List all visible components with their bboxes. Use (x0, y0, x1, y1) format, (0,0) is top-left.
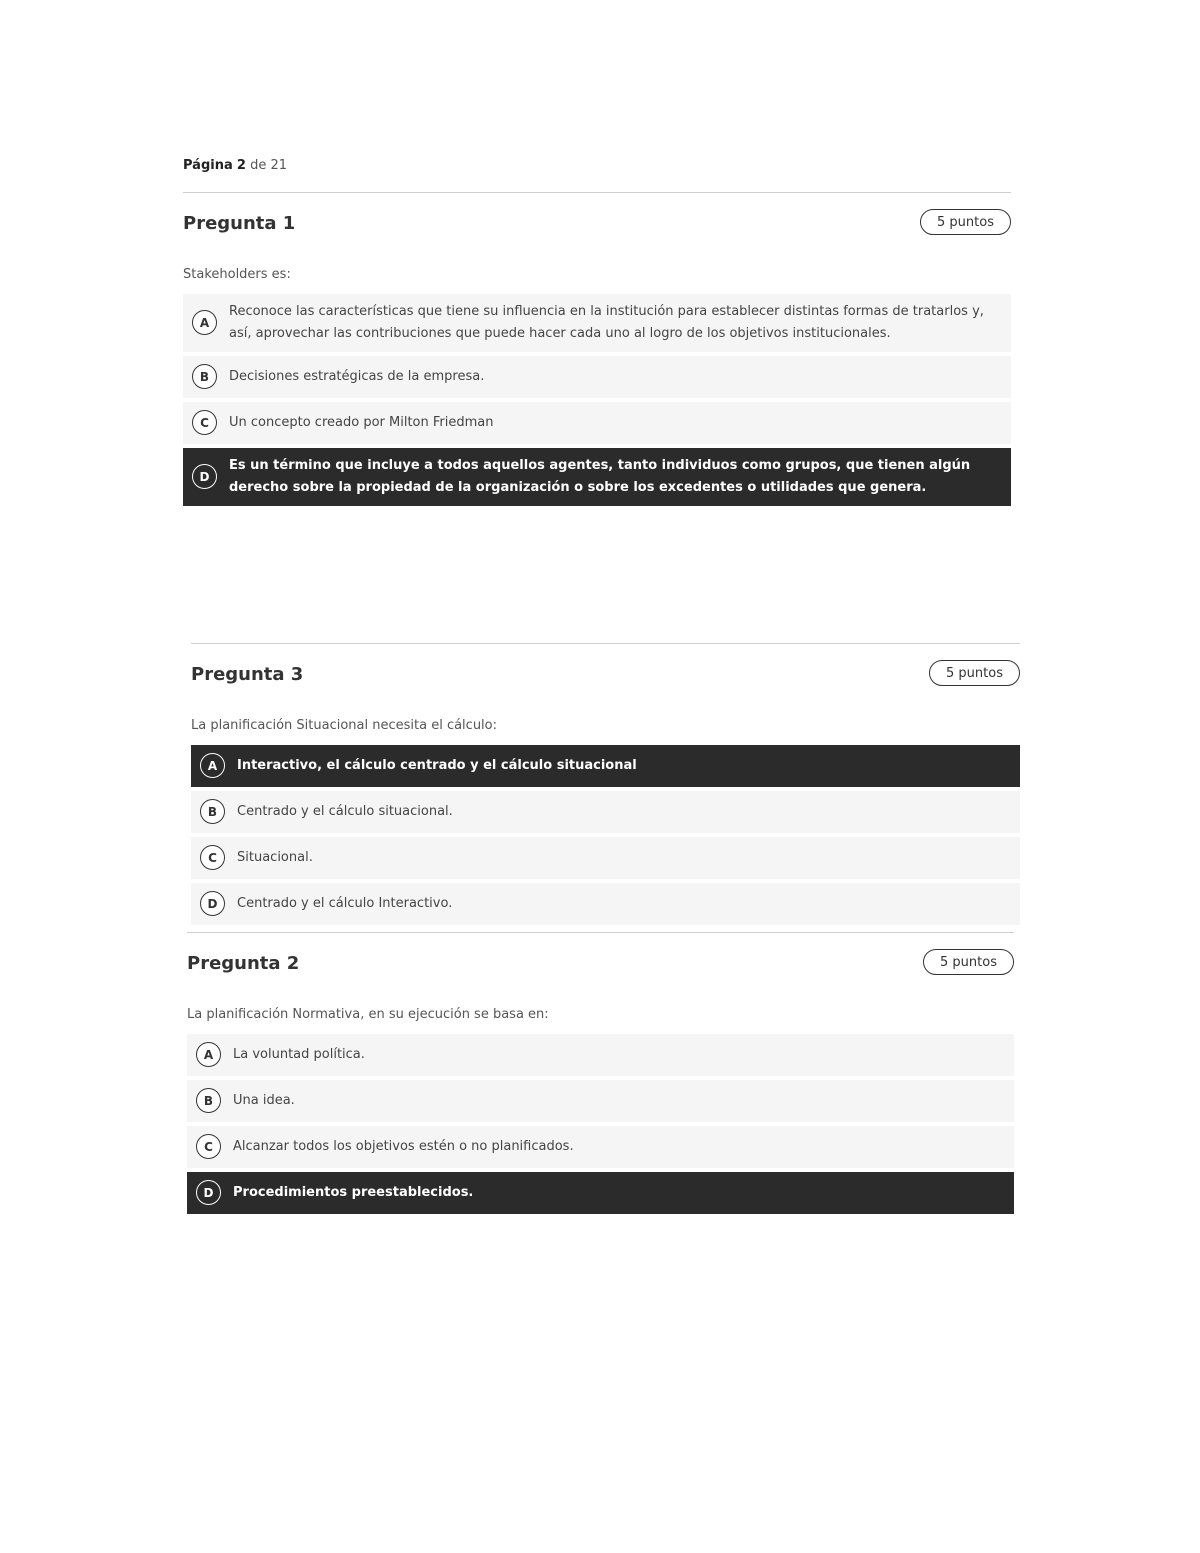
question-header (187, 933, 1014, 993)
page-indicator (183, 158, 287, 173)
option-letter-badge: A (196, 1042, 221, 1067)
option-text: Situacional. (237, 850, 313, 865)
answer-option-b[interactable] (183, 356, 1011, 398)
question-title: Pregunta 3 (191, 664, 304, 685)
answer-option-d[interactable] (191, 883, 1020, 925)
question-title: Pregunta 2 (187, 953, 300, 974)
option-letter-badge: A (192, 310, 217, 335)
answer-option-c[interactable] (191, 837, 1020, 879)
option-text: Procedimientos preestablecidos. (233, 1185, 474, 1200)
option-text: Es un término que incluye a todos aquellos agentes, tanto individuos como grupos, que tienen algún derecho sobre la propiedad de la organización o sobre los excedentes o utilidades que genera. (229, 458, 971, 495)
answer-option-d[interactable] (183, 448, 1011, 506)
option-text: Una idea. (233, 1093, 295, 1108)
option-text: Centrado y el cálculo Interactivo. (237, 896, 453, 911)
answer-option-a[interactable] (187, 1034, 1014, 1076)
question-card-3 (191, 643, 1020, 929)
option-text: Centrado y el cálculo situacional. (237, 804, 453, 819)
question-card-1 (183, 192, 1011, 510)
question-title: Pregunta 1 (183, 213, 296, 234)
option-text: La voluntad política. (233, 1047, 365, 1062)
question-header (183, 193, 1011, 253)
option-letter-badge: C (200, 845, 225, 870)
answer-option-b[interactable] (191, 791, 1020, 833)
answer-option-d[interactable] (187, 1172, 1014, 1214)
question-text: La planificación Situacional necesita el cálculo: (191, 718, 498, 733)
page-label: Página (183, 158, 233, 173)
option-letter-badge: C (192, 410, 217, 435)
points-badge: 5 puntos (920, 209, 1011, 235)
points-badge: 5 puntos (923, 949, 1014, 975)
option-letter-badge: B (200, 799, 225, 824)
points-badge: 5 puntos (929, 660, 1020, 686)
answer-option-c[interactable] (183, 402, 1011, 444)
question-text: Stakeholders es: (183, 267, 291, 282)
question-card-2 (187, 932, 1014, 1218)
option-letter-badge: D (200, 891, 225, 916)
answer-option-a[interactable] (191, 745, 1020, 787)
option-text: Reconoce las características que tiene su influencia en la institución para establecer distintas formas de tratarlos y, así, aprovechar las contribuciones que puede hacer cada uno al logro de los objetivos institucionales. (229, 304, 984, 341)
option-letter-badge: A (200, 753, 225, 778)
answer-option-b[interactable] (187, 1080, 1014, 1122)
question-text: La planificación Normativa, en su ejecución se basa en: (187, 1007, 549, 1022)
option-text: Alcanzar todos los objetivos estén o no planificados. (233, 1139, 574, 1154)
answer-option-a[interactable] (183, 294, 1011, 352)
option-letter-badge: B (192, 364, 217, 389)
option-letter-badge: D (196, 1180, 221, 1205)
question-header (191, 644, 1020, 704)
option-text: Interactivo, el cálculo centrado y el cálculo situacional (237, 758, 637, 773)
answer-option-c[interactable] (187, 1126, 1014, 1168)
option-text: Decisiones estratégicas de la empresa. (229, 369, 485, 384)
option-letter-badge: B (196, 1088, 221, 1113)
page-total: de 21 (250, 158, 288, 173)
option-letter-badge: C (196, 1134, 221, 1159)
option-letter-badge: D (192, 464, 217, 489)
option-text: Un concepto creado por Milton Friedman (229, 415, 494, 430)
page-number: 2 (236, 158, 246, 173)
